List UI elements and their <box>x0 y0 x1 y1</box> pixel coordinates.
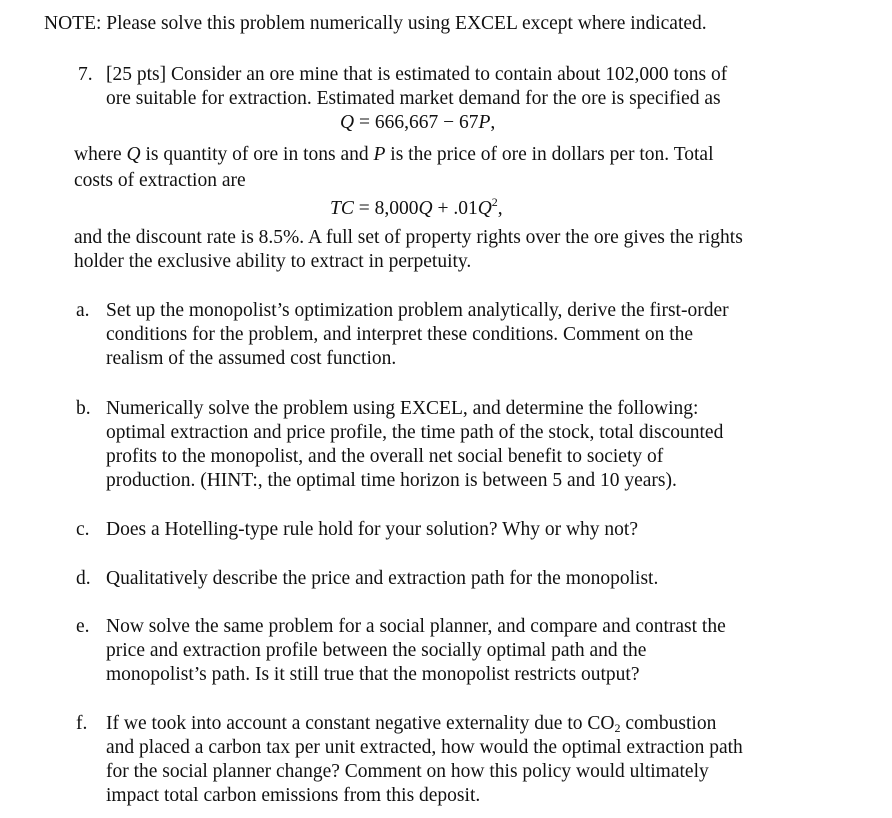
where-text-c: is the price of ore in dollars per ton. Total <box>385 144 714 165</box>
part-c-line-1: Does a Hotelling-type rule hold for your solution? Why or why not? <box>106 519 638 540</box>
part-e-line-1: Now solve the same problem for a social planner, and compare and contrast the <box>106 616 726 637</box>
cost-eq-exponent: 2 <box>491 195 498 209</box>
part-b-line-1: Numerically solve the problem using EXCEL, and determine the following: <box>106 398 699 419</box>
part-f-line-1-a: If we took into account a constant negative externality due to CO <box>106 713 615 734</box>
demand-eq-rhs-number: 666,667 − 67 <box>374 112 479 133</box>
problem-intro-line-1: [25 pts] Consider an ore mine that is estimated to contain about 102,000 tons of <box>106 64 728 85</box>
cost-eq-trail: , <box>497 198 503 219</box>
demand-equation <box>340 111 495 135</box>
part-f-line-1-b: combustion <box>620 713 717 734</box>
part-c-label: c. <box>76 519 90 540</box>
part-b-line-4: production. (HINT:, the optimal time horizon is between 5 and 10 years). <box>106 470 677 491</box>
cost-eq-lhs: TC <box>330 198 354 219</box>
part-b-line-2: optimal extraction and price profile, the time path of the stock, total discounted <box>106 422 724 443</box>
part-e-label: e. <box>76 616 90 637</box>
cost-eq-term1-var: Q <box>418 198 433 219</box>
cost-eq-term1-number: 8,000 <box>374 198 419 219</box>
part-b-label: b. <box>76 398 91 419</box>
part-b-line-3: profits to the monopolist, and the overall net social benefit to society of <box>106 446 664 467</box>
part-a-line-2: conditions for the problem, and interpret these conditions. Comment on the <box>106 324 694 345</box>
problem-number: 7. <box>78 64 93 85</box>
demand-eq-equals: = <box>354 112 375 133</box>
part-d-line-1: Qualitatively describe the price and extraction path for the monopolist. <box>106 568 659 589</box>
demand-eq-lhs: Q <box>340 112 355 133</box>
where-var-p: P <box>373 144 386 165</box>
discount-line-2: holder the exclusive ability to extract in perpetuity. <box>74 251 472 272</box>
demand-eq-trail: , <box>490 112 496 133</box>
cost-eq-plus: + <box>432 198 454 219</box>
cost-eq-equals: = <box>353 198 375 219</box>
where-text-b: is quantity of ore in tons and <box>140 144 374 165</box>
where-var-q: Q <box>126 144 141 165</box>
part-f-line-2: and placed a carbon tax per unit extracted, how would the optimal extraction path <box>106 737 743 758</box>
part-f-label: f. <box>76 713 88 734</box>
part-e-line-2: price and extraction profile between the socially optimal path and the <box>106 640 647 661</box>
part-f-line-3: for the social planner change? Comment on how this policy would ultimately <box>106 761 709 782</box>
part-f-line-1 <box>106 712 716 736</box>
cost-eq-term2-number: .01 <box>453 198 478 219</box>
part-e-line-3: monopolist’s path. Is it still true that the monopolist restricts output? <box>106 664 640 685</box>
where-line-1 <box>74 143 714 167</box>
problem-intro-line-2: ore suitable for extraction. Estimated market demand for the ore is specified as <box>106 88 721 109</box>
part-f-co2-subscript: 2 <box>614 721 621 735</box>
part-a-line-1: Set up the monopolist’s optimization problem analytically, derive the first-order <box>106 300 729 321</box>
part-a-label: a. <box>76 300 90 321</box>
where-line-2: costs of extraction are <box>74 170 246 191</box>
cost-equation <box>330 197 503 221</box>
discount-line-1: and the discount rate is 8.5%. A full set of property rights over the ore gives the rights <box>74 227 743 248</box>
part-a-line-3: realism of the assumed cost function. <box>106 348 397 369</box>
cost-eq-term2-var: Q <box>477 198 492 219</box>
where-text-a: where <box>74 144 127 165</box>
note-text: NOTE: Please solve this problem numerically using EXCEL except where indicated. <box>44 13 707 34</box>
part-d-label: d. <box>76 568 91 589</box>
demand-eq-rhs-var: P <box>478 112 491 133</box>
part-f-line-4: impact total carbon emissions from this deposit. <box>106 785 481 806</box>
